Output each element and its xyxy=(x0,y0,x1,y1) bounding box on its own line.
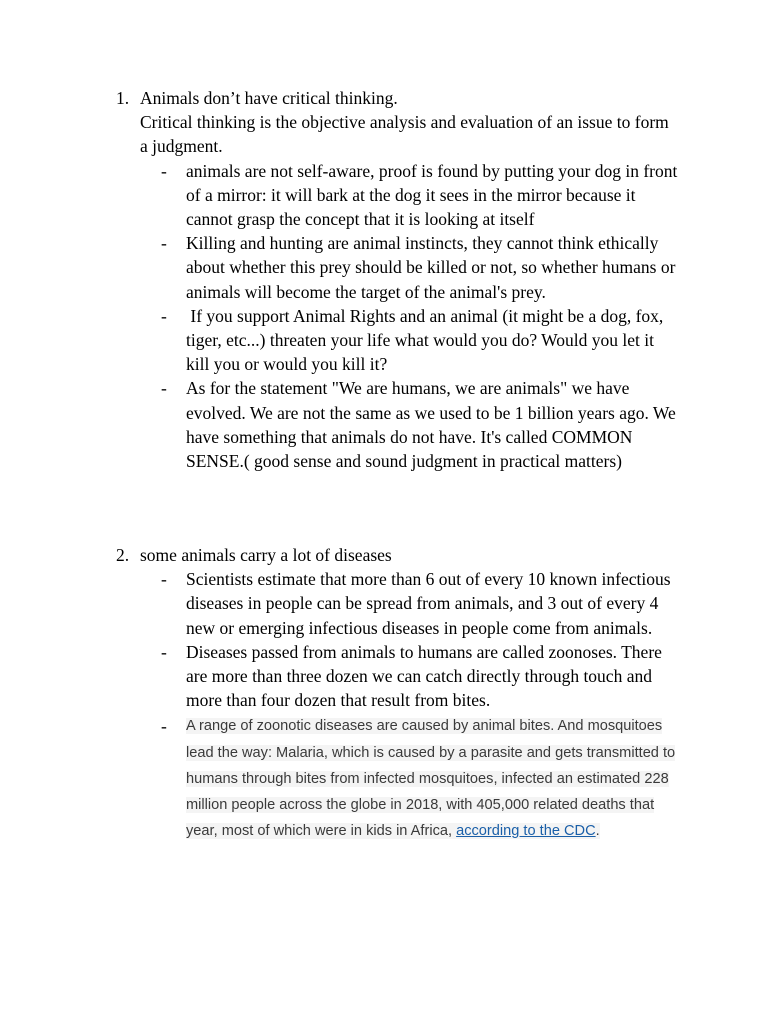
bullet-text: As for the statement "We are humans, we are animals" we have evolved. We are not the same as we used to be 1 billion years ago. We have something that animals do not have. It's called COMMON SENSE.( good sense and sound judgment in practical matters) xyxy=(186,378,676,472)
bullet-list xyxy=(116,567,686,844)
list-number: 2. xyxy=(116,545,130,565)
section-title: some animals carry a lot of diseases xyxy=(140,545,392,565)
list-item xyxy=(116,376,678,473)
section-title: Animals don’t have critical thinking. xyxy=(140,88,398,108)
section-critical-thinking xyxy=(116,86,686,473)
bullet-marker: - xyxy=(161,378,167,399)
list-number: 1. xyxy=(116,88,130,108)
bullet-marker: - xyxy=(161,160,167,181)
bullet-marker: - xyxy=(161,305,167,326)
bullet-marker: - xyxy=(161,233,167,254)
bullet-text: Killing and hunting are animal instincts, they cannot think ethically about whether this prey should be killed or not, so whether humans or animals will become the target of the animal's prey. xyxy=(186,233,676,302)
list-item xyxy=(116,304,678,377)
section-diseases xyxy=(116,543,686,844)
quote-end: . xyxy=(595,822,600,839)
quoted-list-item xyxy=(116,713,678,843)
quoted-text xyxy=(186,718,675,838)
list-item xyxy=(116,159,678,232)
bullet-text: animals are not self-aware, proof is found by putting your dog in front of a mirror: it will bark at the dog it sees in the mirror because it cannot grasp the concept that it is looking at itself xyxy=(186,160,678,230)
bullet-text: Scientists estimate that more than 6 out of every 10 known infectious diseases in people can be spread from animals, and 3 out of every 4 new or emerging infectious diseases in people come from animals. xyxy=(186,569,671,638)
list-item xyxy=(116,567,678,640)
section-intro: Critical thinking is the objective analysis and evaluation of an issue to form a judgment. xyxy=(140,112,669,157)
section-heading xyxy=(116,86,686,110)
bullet-marker: - xyxy=(161,569,167,590)
list-item xyxy=(116,231,678,304)
section-heading xyxy=(116,543,686,567)
quote-body: A range of zoonotic diseases are caused by animal bites. And mosquitoes lead the way: Malaria, which is caused by a parasite and gets transmitted to humans through bites from infected mosquitoes, infected an estimated 228 million people across the globe in 2018, with 405,000 related deaths that year, most of which were in kids in Africa, xyxy=(186,718,676,839)
bullet-marker: - xyxy=(161,716,167,737)
bullet-marker: - xyxy=(161,641,167,662)
bullet-text: If you support Animal Rights and an animal (it might be a dog, fox, tiger, etc...) threaten your life what would you do? Would you let it kill you or would you kill it? xyxy=(186,305,668,375)
bullet-list xyxy=(116,159,686,474)
cdc-source-link[interactable]: according to the CDC xyxy=(456,822,596,839)
list-item xyxy=(116,640,678,713)
bullet-text: Diseases passed from animals to humans are called zoonoses. There are more than three dozen we can catch directly through touch and more than four dozen that result from bites. xyxy=(186,641,662,711)
